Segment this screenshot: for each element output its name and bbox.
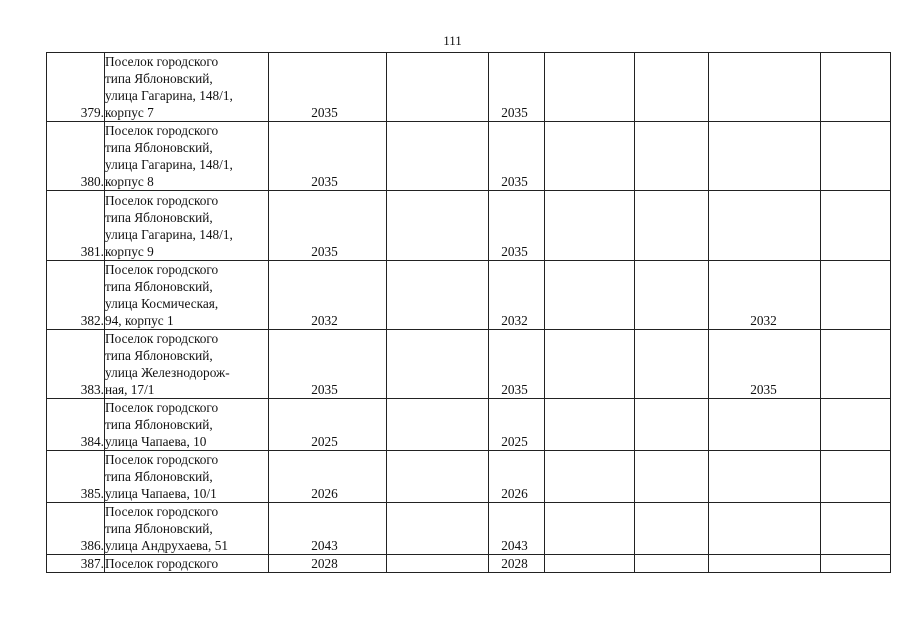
row-number: 383. [47,330,105,399]
year-cell-c7 [821,191,891,261]
year-cell-c3 [489,53,545,122]
address-line: типа Яблоновский, [105,279,213,294]
year-cell-c3 [489,122,545,191]
year-value: 2035 [311,244,338,259]
year-value: 2035 [311,382,338,397]
address-line: типа Яблоновский, [105,71,213,86]
address-cell [105,261,269,330]
row-number: 385. [47,451,105,503]
year-cell-c3 [489,399,545,451]
year-cell-c2 [387,503,489,555]
address-line: типа Яблоновский, [105,521,213,536]
year-cell-c2 [387,555,489,573]
year-cell-c1 [269,451,387,503]
year-cell-c4 [545,503,635,555]
year-value: 2035 [501,105,528,120]
year-cell-c4 [545,261,635,330]
address-line: корпус 7 [105,105,154,120]
year-value: 2032 [501,313,528,328]
year-cell-c7 [821,399,891,451]
year-cell-c6 [709,191,821,261]
year-cell-c2 [387,261,489,330]
year-cell-c4 [545,399,635,451]
year-value: 2035 [311,174,338,189]
address-cell [105,399,269,451]
year-value: 2043 [501,538,528,553]
year-value: 2043 [311,538,338,553]
year-cell-c2 [387,399,489,451]
address-line: корпус 9 [105,244,154,259]
year-cell-c1 [269,330,387,399]
year-value: 2035 [750,382,777,397]
address-line: Поселок городского [105,54,219,69]
year-cell-c2 [387,451,489,503]
address-cell [105,451,269,503]
year-cell-c6 [709,555,821,573]
row-number: 379. [47,53,105,122]
address-cell [105,503,269,555]
year-cell-c2 [387,53,489,122]
address-line: улица Андрухаева, 51 [105,538,228,553]
year-cell-c6 [709,399,821,451]
year-cell-c3 [489,261,545,330]
address-line: Поселок городского [105,556,219,571]
year-cell-c6 [709,330,821,399]
year-cell-c2 [387,330,489,399]
year-cell-c6 [709,261,821,330]
table-row [47,451,891,503]
year-cell-c7 [821,555,891,573]
address-cell [105,53,269,122]
year-cell-c5 [635,451,709,503]
year-cell-c1 [269,261,387,330]
year-cell-c3 [489,191,545,261]
address-line: 94, корпус 1 [105,313,174,328]
year-value: 2035 [501,174,528,189]
year-value: 2035 [311,105,338,120]
address-cell [105,122,269,191]
year-cell-c5 [635,503,709,555]
year-value: 2028 [501,556,528,571]
address-line: улица Чапаева, 10 [105,434,207,449]
year-cell-c5 [635,122,709,191]
address-line: улица Железнодорож- [105,365,230,380]
year-value: 2028 [311,556,338,571]
year-cell-c1 [269,399,387,451]
address-line: типа Яблоновский, [105,469,213,484]
row-number: 386. [47,503,105,555]
address-cell [105,330,269,399]
year-cell-c1 [269,555,387,573]
address-line: ная, 17/1 [105,382,155,397]
table-row [47,261,891,330]
year-cell-c7 [821,503,891,555]
address-line: Поселок городского [105,504,219,519]
year-cell-c4 [545,451,635,503]
year-cell-c2 [387,122,489,191]
address-line: типа Яблоновский, [105,210,213,225]
year-cell-c2 [387,191,489,261]
table-row [47,191,891,261]
address-line: Поселок городского [105,193,219,208]
year-cell-c6 [709,503,821,555]
year-value: 2026 [311,486,338,501]
address-line: Поселок городского [105,262,219,277]
year-cell-c5 [635,191,709,261]
year-cell-c5 [635,555,709,573]
year-value: 2032 [311,313,338,328]
year-cell-c3 [489,451,545,503]
year-cell-c5 [635,399,709,451]
address-line: Поселок городского [105,452,219,467]
row-number: 382. [47,261,105,330]
table-row [47,330,891,399]
address-line: улица Гагарина, 148/1, [105,227,233,242]
row-number: 380. [47,122,105,191]
page-number: 111 [443,33,462,48]
year-cell-c6 [709,53,821,122]
year-cell-c7 [821,261,891,330]
address-line: типа Яблоновский, [105,348,213,363]
address-cell [105,191,269,261]
year-value: 2035 [501,382,528,397]
year-cell-c1 [269,503,387,555]
year-cell-c5 [635,53,709,122]
address-line: улица Космическая, [105,296,219,311]
year-value: 2026 [501,486,528,501]
address-line: Поселок городского [105,331,219,346]
year-cell-c1 [269,53,387,122]
row-number: 381. [47,191,105,261]
address-line: улица Гагарина, 148/1, [105,157,233,172]
year-cell-c1 [269,122,387,191]
row-number: 384. [47,399,105,451]
year-cell-c4 [545,53,635,122]
year-cell-c4 [545,330,635,399]
year-cell-c4 [545,122,635,191]
address-line: типа Яблоновский, [105,140,213,155]
table-body [47,53,891,573]
table-row [47,53,891,122]
year-value: 2035 [501,244,528,259]
table-row [47,399,891,451]
year-value: 2032 [750,313,777,328]
year-cell-c1 [269,191,387,261]
year-cell-c7 [821,122,891,191]
address-line: корпус 8 [105,174,154,189]
register-table [46,52,891,573]
address-line: Поселок городского [105,400,219,415]
address-line: улица Гагарина, 148/1, [105,88,233,103]
year-cell-c5 [635,261,709,330]
year-cell-c4 [545,191,635,261]
year-cell-c6 [709,122,821,191]
year-cell-c7 [821,330,891,399]
year-cell-c3 [489,503,545,555]
year-cell-c7 [821,451,891,503]
address-line: Поселок городского [105,123,219,138]
year-cell-c3 [489,330,545,399]
address-line: улица Чапаева, 10/1 [105,486,217,501]
address-cell [105,555,269,573]
table-row [47,555,891,573]
row-number: 387. [47,555,105,573]
year-value: 2025 [501,434,528,449]
table-row [47,503,891,555]
year-cell-c3 [489,555,545,573]
year-cell-c6 [709,451,821,503]
year-value: 2025 [311,434,338,449]
year-cell-c4 [545,555,635,573]
table-row [47,122,891,191]
address-line: типа Яблоновский, [105,417,213,432]
year-cell-c5 [635,330,709,399]
year-cell-c7 [821,53,891,122]
